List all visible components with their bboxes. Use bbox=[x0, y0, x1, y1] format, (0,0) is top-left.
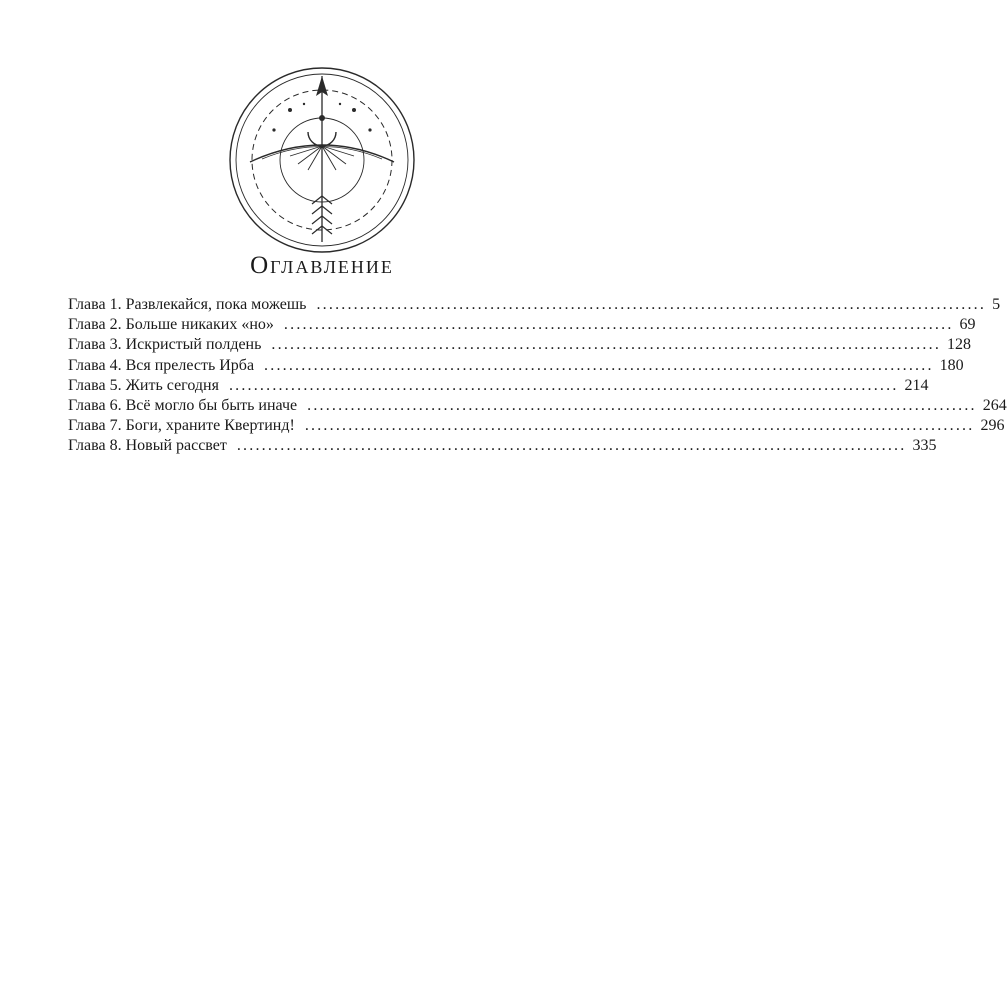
toc-chapter-title: Искристый полдень bbox=[125, 336, 262, 354]
toc-leader-dots: ............................................................................................................ bbox=[304, 417, 975, 435]
toc-entry[interactable] bbox=[68, 356, 964, 376]
toc-leader-dots: ............................................................................................................ bbox=[283, 316, 954, 334]
toc-page-number: 5 bbox=[992, 296, 1001, 313]
toc-chapter-title: Вся прелесть Ирба bbox=[125, 356, 255, 374]
toc-leader-dots: ............................................................................................................ bbox=[236, 437, 907, 455]
toc-page-number: 128 bbox=[947, 336, 972, 354]
toc-entry[interactable] bbox=[68, 416, 1005, 436]
toc-page-number: 214 bbox=[904, 376, 929, 394]
compass-emblem-icon bbox=[228, 66, 416, 254]
toc-entry[interactable] bbox=[68, 396, 1007, 416]
toc-leader-dots: ............................................................................................................ bbox=[264, 356, 934, 374]
toc-chapter-title: Всё могло бы быть иначе bbox=[125, 396, 298, 414]
toc-leader-dots: ............................................................................................................ bbox=[307, 396, 977, 414]
toc-chapter-number: Глава 2. bbox=[68, 316, 122, 334]
toc-entry[interactable] bbox=[68, 315, 976, 335]
toc-leader-dots: ............................................................................................................ bbox=[228, 376, 899, 394]
toc-chapter-number: Глава 1. bbox=[68, 296, 122, 313]
toc-page-number: 335 bbox=[912, 437, 937, 455]
toc-entry[interactable] bbox=[68, 376, 929, 396]
toc-chapter-title: Жить сегодня bbox=[125, 376, 219, 394]
toc-chapter-title: Боги, храните Квертинд! bbox=[125, 417, 295, 435]
toc-chapter-number: Глава 6. bbox=[68, 396, 122, 414]
toc-page-number: 180 bbox=[939, 356, 964, 374]
toc-entry[interactable] bbox=[68, 436, 937, 456]
toc-entry[interactable] bbox=[68, 295, 1001, 315]
toc-chapter-number: Глава 8. bbox=[68, 437, 122, 455]
toc-chapter-number: Глава 4. bbox=[68, 356, 122, 374]
toc-page-number: 69 bbox=[959, 316, 976, 334]
toc-entry[interactable] bbox=[68, 335, 972, 355]
toc-page-number: 264 bbox=[982, 396, 1007, 414]
toc-chapter-title: Больше никаких «но» bbox=[125, 316, 274, 334]
toc-chapter-number: Глава 5. bbox=[68, 376, 122, 394]
table-of-contents bbox=[68, 295, 1007, 457]
toc-chapter-title: Новый рассвет bbox=[125, 437, 227, 455]
toc-leader-dots: ............................................................................................................ bbox=[316, 296, 987, 313]
toc-leader-dots: ............................................................................................................ bbox=[271, 336, 942, 354]
toc-page-number: 296 bbox=[980, 417, 1005, 435]
toc-title: Оглавление bbox=[250, 252, 394, 279]
toc-chapter-number: Глава 7. bbox=[68, 417, 122, 435]
toc-chapter-title: Развлекайся, пока можешь bbox=[125, 296, 307, 313]
toc-chapter-number: Глава 3. bbox=[68, 336, 122, 354]
